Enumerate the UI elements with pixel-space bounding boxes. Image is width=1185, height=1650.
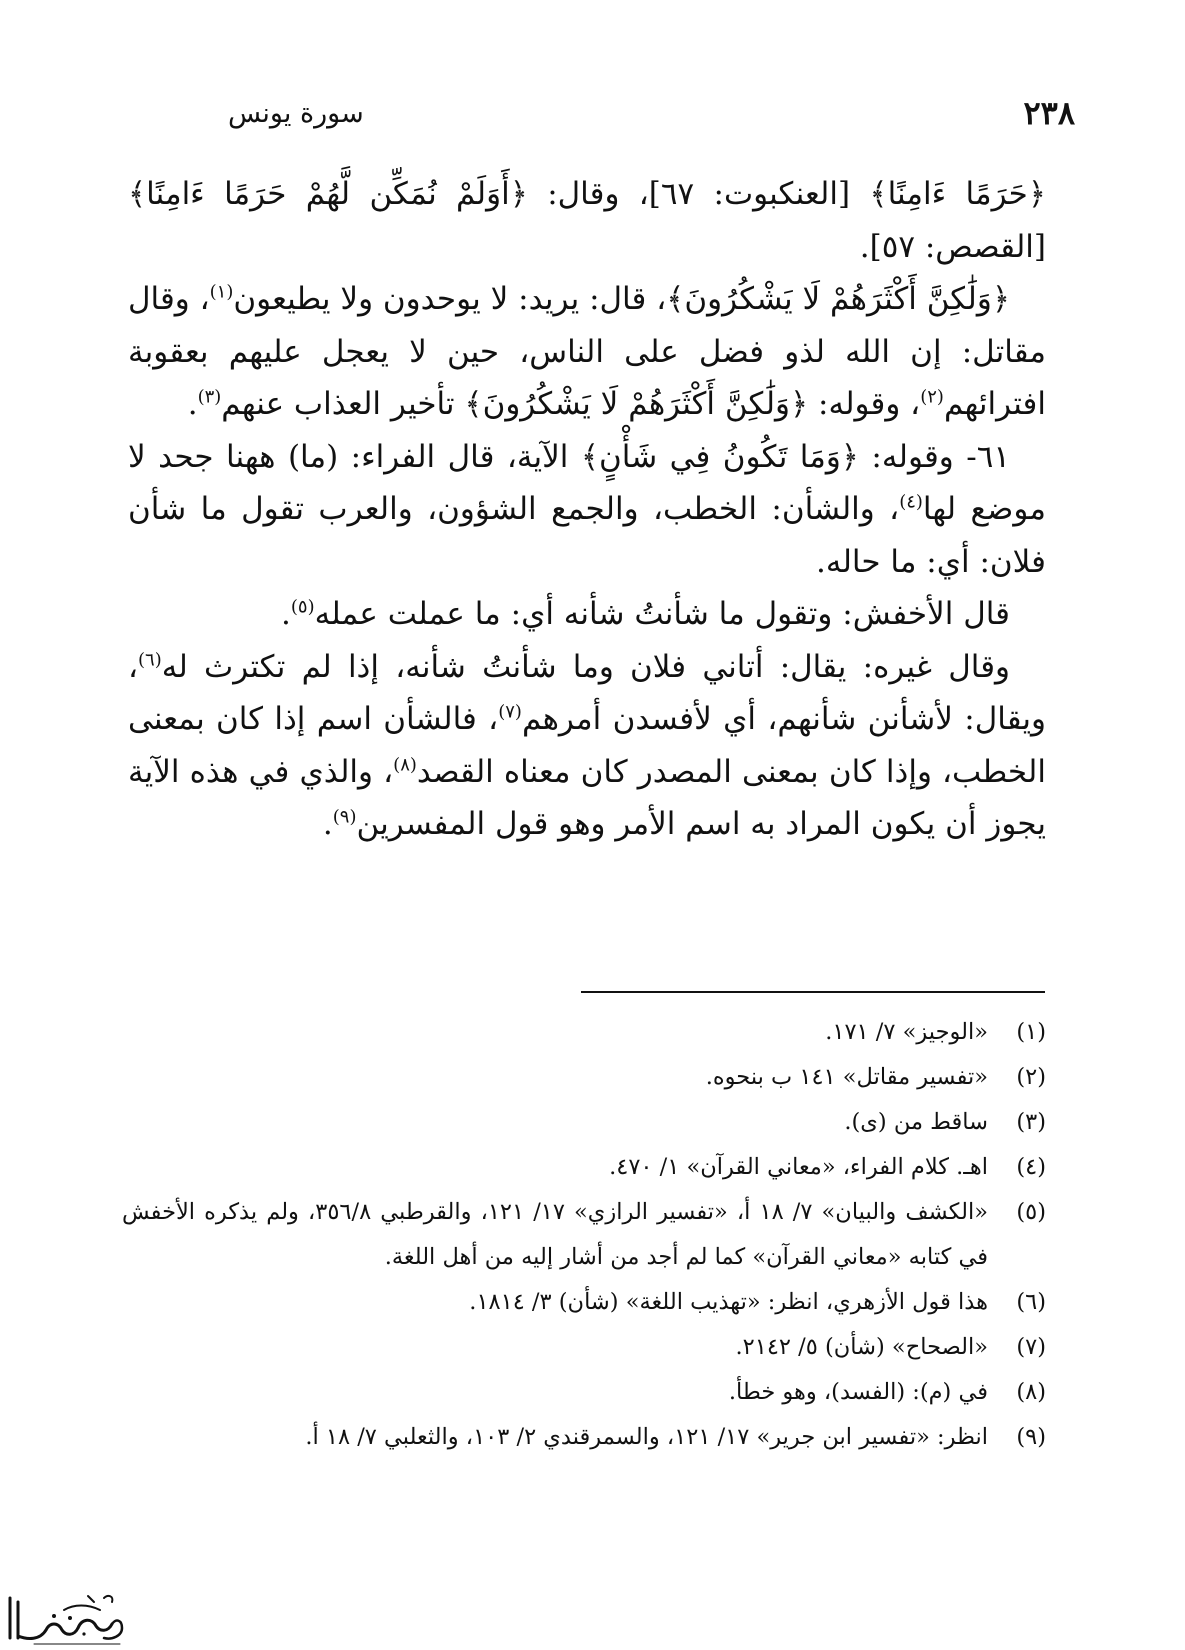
footnote-item — [122, 1190, 1046, 1280]
footnote-text: «الوجيز» ٧/ ١٧١. — [825, 1019, 988, 1045]
footnote-item — [122, 1370, 1046, 1415]
footnote-number: (١) — [1016, 1019, 1046, 1045]
footnote-ref-9[interactable]: (٩) — [332, 806, 357, 828]
footnote-item — [122, 1280, 1046, 1325]
text-run: قال الأخفش: وتقول ما شأنتُ شأنه أي: ما عملت عمله — [314, 596, 1010, 632]
footnote-text: «الصحاح» (شأن) ٥/ ٢١٤٢. — [735, 1334, 988, 1360]
footnote-number: (٨) — [1016, 1379, 1046, 1405]
footnote-item — [122, 1010, 1046, 1055]
footnote-number: (٢) — [1016, 1064, 1046, 1090]
text-run: ، ويقال: لأشأنن شأنهم، أي لأفسدن أمرهم — [128, 648, 1046, 737]
footnote-number: (٩) — [1016, 1424, 1046, 1450]
footnote-ref-8[interactable]: (٨) — [393, 754, 417, 776]
logo-calligraphy-icon — [4, 1588, 128, 1646]
text-run: ، فالشأن اسم إذا كان بمعنى الخطب، وإذا كان بمعنى المصدر كان معناه القصد — [128, 701, 1046, 790]
footnote-item — [122, 1145, 1046, 1190]
paragraph-2 — [128, 273, 1046, 431]
footnote-separator — [581, 991, 1045, 993]
footnote-item — [122, 1415, 1046, 1460]
page-header — [228, 88, 1075, 138]
text-run: ، والذي في هذه الآية يجوز أن يكون المراد به اسم الأمر وهو قول المفسرين — [128, 753, 1046, 842]
paragraph-1: ﴿حَرَمًا ءَامِنًا﴾ [العنكبوت: ٦٧]، وقال: ﴿أَوَلَمْ نُمَكِّن لَّهُمْ حَرَمًا ءَامِنًا﴾ [القصص: ٥٧]. — [128, 176, 1046, 265]
page-number: ٢٣٨ — [1023, 94, 1075, 132]
footnote-ref-3[interactable]: (٣) — [197, 386, 222, 408]
footnote-text: في (م): (الفسد)، وهو خطأ. — [728, 1379, 988, 1405]
footnote-text: «الكشف والبيان» ٧/ ١٨ أ، «تفسير الرازي» ١٧/ ١٢١، والقرطبي ٣٥٦/٨، ولم يذكره الأخفش في كتابه «معاني القرآن» كما لم أجد من أشار إليه من أهل اللغة. — [122, 1199, 988, 1270]
footnote-ref-5[interactable]: (٥) — [290, 596, 315, 618]
paragraph-5 — [128, 641, 1046, 851]
text-run: . — [187, 386, 198, 422]
footnote-number: (٦) — [1016, 1289, 1046, 1315]
text-run: ٦١- وقوله: ﴿وَمَا تَكُونُ فِي شَأْنٍ﴾ الآية، قال الفراء: (ما) ههنا جحد لا موضع لها — [128, 438, 1046, 527]
footnote-ref-2[interactable]: (٢) — [920, 386, 944, 408]
footnotes — [122, 1010, 1046, 1460]
paragraph-3 — [128, 431, 1046, 589]
paragraph-4 — [128, 588, 1046, 641]
footnote-item — [122, 1055, 1046, 1100]
footnote-number: (٥) — [1016, 1199, 1046, 1225]
footnote-text: هذا قول الأزهري، انظر: «تهذيب اللغة» (شأن) ٣/ ١٨١٤. — [469, 1289, 988, 1315]
text-run: ، والشأن: الخطب، والجمع الشؤون، والعرب تقول ما شأن فلان: أي: ما حاله. — [128, 491, 1046, 580]
footnote-number: (٤) — [1016, 1154, 1046, 1180]
text-run: ، وقال مقاتل: إن الله لذو فضل على الناس، حين لا يعجل عليهم بعقوبة افترائهم — [128, 281, 1046, 422]
main-text — [128, 168, 1046, 851]
text-run: . — [322, 806, 333, 842]
text-run: ﴿وَلَٰكِنَّ أَكْثَرَهُمْ لَا يَشْكُرُونَ﴾، قال: يريد: لا يوحدون ولا يطيعون — [233, 281, 1010, 317]
footnote-item — [122, 1325, 1046, 1370]
footnote-text: اهـ. كلام الفراء، «معاني القرآن» ١/ ٤٧٠. — [609, 1154, 988, 1180]
text-run: . — [281, 596, 291, 632]
footnote-text: ساقط من (ى). — [844, 1109, 988, 1135]
text-run: ، وقوله: ﴿وَلَٰكِنَّ أَكْثَرَهُمْ لَا يَشْكُرُونَ﴾ تأخير العذاب عنهم — [221, 386, 921, 422]
footnote-ref-6[interactable]: (٦) — [138, 649, 162, 671]
footnote-ref-1[interactable]: (١) — [209, 281, 234, 303]
footnote-text: «تفسير مقاتل» ١٤١ ب بنحوه. — [705, 1064, 988, 1090]
surah-title: سورة يونس — [228, 97, 364, 129]
text-run: وقال غيره: يقال: أتاني فلان وما شأنتُ شأنه، إذا لم تكترث له — [161, 648, 1010, 685]
footnote-ref-4[interactable]: (٤) — [899, 491, 923, 513]
almostaha-logo-icon — [4, 1588, 128, 1646]
footnote-number: (٣) — [1016, 1109, 1046, 1135]
footnote-ref-7[interactable]: (٧) — [498, 701, 522, 723]
footnote-text: انظر: «تفسير ابن جرير» ١٧/ ١٢١، والسمرقندي ٢/ ١٠٣، والثعلبي ٧/ ١٨ أ. — [305, 1424, 988, 1450]
footnote-item — [122, 1100, 1046, 1145]
footnote-number: (٧) — [1016, 1334, 1046, 1360]
